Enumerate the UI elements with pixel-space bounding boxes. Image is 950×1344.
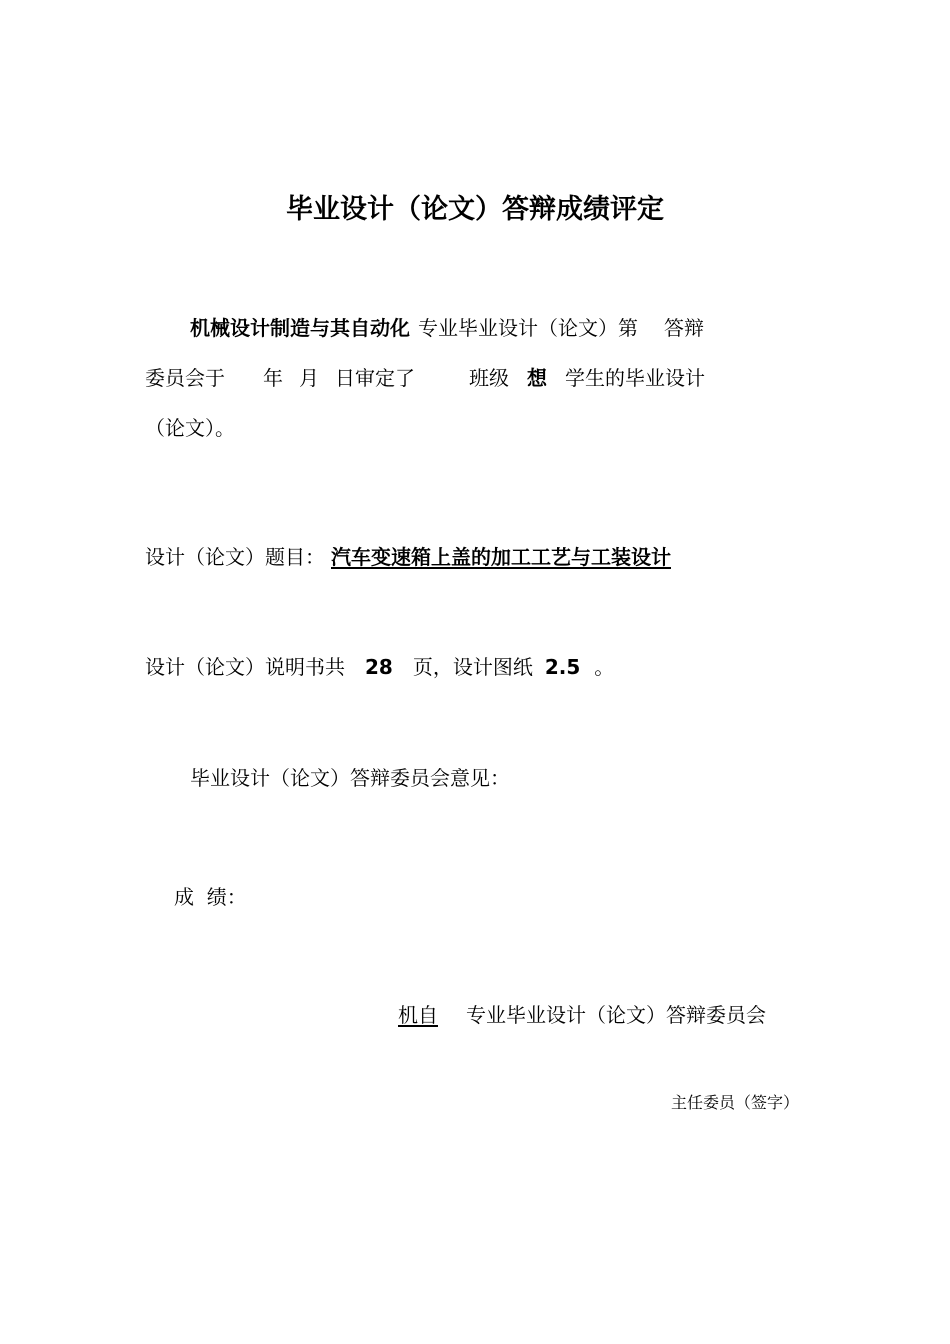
para1-line3 — [145, 416, 235, 440]
pages-label: 设计（论文）说明书共 — [145, 655, 345, 679]
para1-text-c: 委员会于 — [145, 366, 225, 390]
para1-line1 — [190, 316, 704, 340]
para1-line2 — [145, 366, 705, 390]
pages-mid: 页，设计图纸 — [412, 655, 533, 679]
para1-day-text: 日审定了 — [335, 366, 415, 390]
topic-value: 汽车变速箱上盖的加工工艺与工装设计 — [331, 545, 671, 569]
topic-label: 设计（论文）题目： — [145, 545, 325, 569]
grade-label: 成 绩： — [174, 885, 247, 909]
para1-text-a: 专业毕业设计（论文）第 — [418, 316, 638, 340]
committee-line — [378, 1003, 766, 1027]
para1-class-text: 班级 — [469, 366, 509, 390]
pages-end: 。 — [594, 655, 615, 679]
para1-month: 月 — [299, 366, 319, 390]
drawing-count: 2.5 — [544, 655, 581, 679]
pages-line — [145, 655, 614, 679]
major-name: 机械设计制造与其自动化 — [190, 316, 410, 340]
para1-text-b: 答辩 — [664, 316, 704, 340]
signature-label: 主任委员（签字） — [671, 1093, 800, 1112]
para1-text-e: （论文）。 — [145, 416, 235, 440]
topic-line — [145, 545, 671, 569]
committee-dept-text: 机自 — [398, 1003, 438, 1027]
page-title: 毕业设计（论文）答辩成绩评定 — [286, 194, 664, 225]
committee-dept — [378, 1003, 466, 1027]
opinion-label: 毕业设计（论文）答辩委员会意见： — [190, 766, 510, 790]
student-name: 想 — [527, 366, 547, 390]
para1-text-d: 学生的毕业设计 — [565, 366, 705, 390]
para1-year: 年 — [263, 366, 283, 390]
committee-text: 专业毕业设计（论文）答辩委员会 — [466, 1003, 766, 1027]
page-count: 28 — [365, 655, 393, 679]
